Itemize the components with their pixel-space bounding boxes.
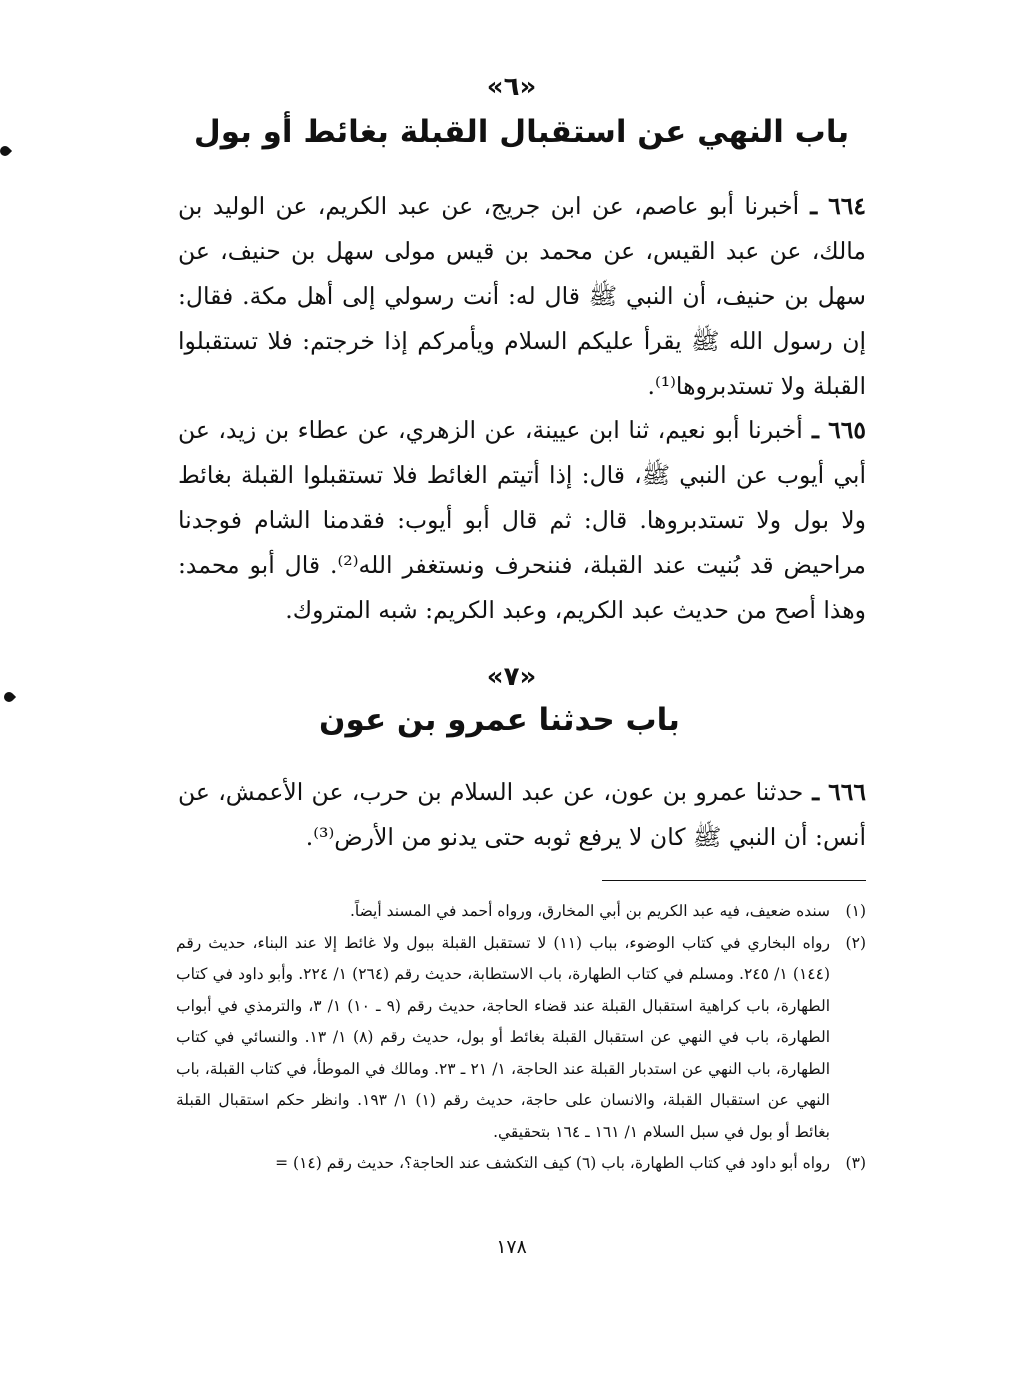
section-title: باب حدثنا عمرو بن عون bbox=[319, 702, 680, 738]
footnote-text: رواه أبو داود في كتاب الطهارة، باب (٦) كيف التكشف عند الحاجة؟، حديث رقم (١٤) = bbox=[275, 1154, 830, 1172]
section-number: «٧» bbox=[486, 662, 537, 692]
footnote-text: رواه البخاري في كتاب الوضوء، بباب (١١) لا تستقبل القبلة ببول ولا غائط إلا عند البناء، حديث رقم (١٤٤) ١/ ٢٤٥. ومسلم في كتاب الطهارة، باب الاستطابة، حديث رقم (٢٦٤) ١/ ٢٢٤. وأبو داود في كتاب الطهارة، باب كراهية استقبال القبلة عند قضاء الحاجة، حديث رقم (٩ ـ ١٠) ١/ ٣، والترمذي في أبواب الطهارة، باب في النهي عن استقبال القبلة بغائط أو بول، حديث رقم (٨) ١/ ١٣. والنسائي في كتاب الطهارة، باب النهي عن استدبار القبلة عند الحاجة، ١/ ٢١ ـ ٢٣. ومالك في الموطأ، في كتاب القبلة، باب النهي عن استقبال القبلة، والانسان على حاجة، حديث رقم (١) ١/ ١٩٣. وانظر حكم استقبال القبلة بغائط أو بول في سبل السلام ١/ ١٦١ ـ ١٦٤ بتحقيقي. bbox=[176, 933, 831, 1141]
hadith-paragraph bbox=[178, 408, 866, 633]
footnote bbox=[176, 928, 866, 1149]
footnote-label: (٢) bbox=[845, 933, 866, 952]
footnote bbox=[176, 896, 866, 928]
hadith-number: ٦٦٦ ـ bbox=[812, 778, 866, 806]
footnote bbox=[176, 1148, 866, 1180]
hadith-text: أخبرنا أبو نعيم، ثنا ابن عيينة، عن الزهري، عن عطاء بن زيد، عن أبي أيوب عن النبي ﷺ، قال: إذا أتيتم الغائط فلا تستقبلوا القبلة بغائط ولا بول ولا تستدبروها. قال: ثم قال أبو أيوب: فقدمنا الشام فوجدنا مراحيض قد بُنيت عند القبلة، فننحرف ونستغفر الله⁽²⁾. قال أبو محمد: وهذا أصح من حديث عبد الكريم، وعبد الكريم: شبه المتروك. bbox=[178, 416, 866, 624]
footnote-label: (١) bbox=[845, 902, 866, 920]
hadith-number: ٦٦٥ ـ bbox=[812, 416, 866, 444]
hadith-paragraph bbox=[178, 770, 866, 860]
section-title: باب النهي عن استقبال القبلة بغائط أو بول bbox=[193, 114, 850, 150]
footnotes bbox=[176, 896, 866, 1180]
hadith-number: ٦٦٤ ـ bbox=[810, 192, 866, 220]
footnote-label: (٣) bbox=[845, 1154, 866, 1172]
hadith-paragraph bbox=[178, 184, 866, 409]
section-number: «٦» bbox=[486, 72, 537, 102]
page-number: ١٧٨ bbox=[496, 1236, 527, 1258]
footnote-text: سنده ضعيف، فيه عبد الكريم بن أبي المخارق، ورواه أحمد في المسند أيضاً. bbox=[349, 902, 830, 920]
hadith-text: أخبرنا أبو عاصم، عن ابن جريج، عن عبد الكريم، عن الوليد بن مالك، عن عبد القيس، عن محمد بن قيس مولى سهل بن حنيف، عن سهل بن حنيف، أن النبي ﷺ قال له: أنت رسولي إلى أهل مكة. فقال: إن رسول الله ﷺ يقرأ عليكم السلام ويأمركم إذا خرجتم: فلا تستقبلوا القبلة ولا تستدبروها⁽¹⁾. bbox=[178, 192, 866, 400]
hadith-text: حدثنا عمرو بن عون، عن عبد السلام بن حرب، عن الأعمش، عن أنس: أن النبي ﷺ كان لا يرفع ثوبه حتى يدنو من الأرض⁽³⁾. bbox=[178, 778, 866, 851]
footnote-divider bbox=[602, 880, 866, 881]
